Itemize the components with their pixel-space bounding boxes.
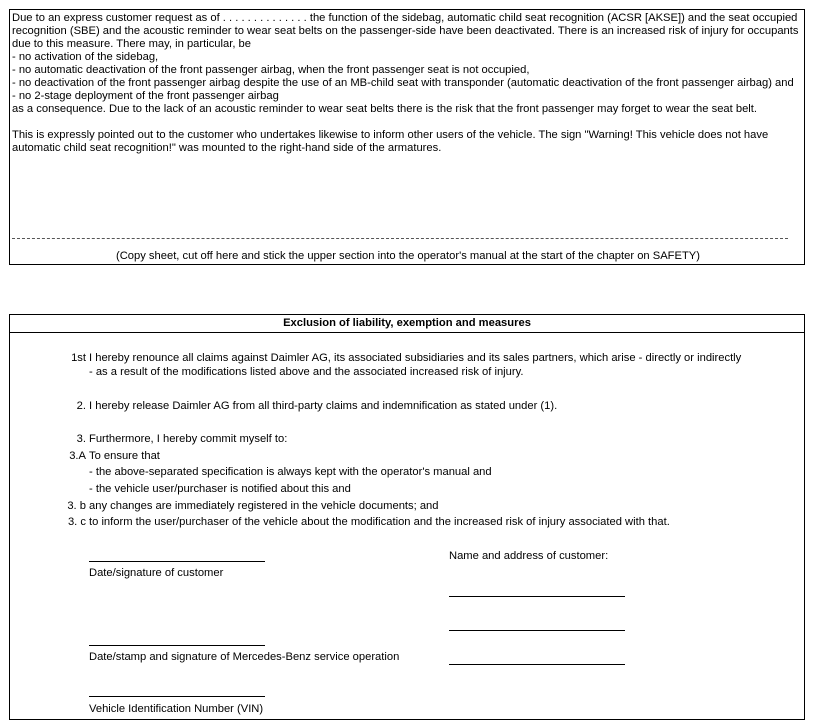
item-1-text: I hereby renounce all claims against Daimler AG, its associated subsidiaries and its sales partners, which arise - directly or indirectly xyxy=(89,352,742,364)
customer-address-line-1[interactable] xyxy=(449,596,625,597)
notice-item-two-stage: - no 2-stage deployment of the front passenger airbag xyxy=(12,90,279,102)
item-3a-number: 3.A xyxy=(69,450,86,462)
item-3c-number: 3. c xyxy=(67,516,86,528)
item-3-number: 3. xyxy=(76,433,86,445)
cut-line xyxy=(12,238,788,239)
item-3b-text: any changes are immediately registered in the vehicle documents; and xyxy=(89,500,439,512)
vin-line[interactable] xyxy=(89,696,265,697)
customer-address-line-2[interactable] xyxy=(449,630,625,631)
notice-item-sidebag: - no activation of the sidebag, xyxy=(12,51,159,63)
item-3a-text: To ensure that xyxy=(89,450,160,462)
item-3a-sub-2: - the vehicle user/purchaser is notified about this and xyxy=(89,483,351,495)
item-3-text: Furthermore, I hereby commit myself to: xyxy=(89,433,288,445)
customer-signature-label: Date/signature of customer xyxy=(89,567,224,579)
notice-box xyxy=(9,9,805,265)
item-2-number: 2. xyxy=(76,400,86,412)
vin-label: Vehicle Identification Number (VIN) xyxy=(89,703,264,715)
item-1-number: 1st xyxy=(71,352,86,364)
service-signature-line[interactable] xyxy=(89,645,265,646)
item-1-continuation: - as a result of the modifications listed above and the associated increased risk of injury. xyxy=(89,366,524,378)
exclusion-box xyxy=(9,314,805,720)
item-3a-sub-1: - the above-separated specification is always kept with the operator's manual and xyxy=(89,466,492,478)
service-signature-label: Date/stamp and signature of Mercedes-Benz service operation xyxy=(89,651,400,663)
notice-item-airbag-childseat: - no deactivation of the front passenger airbag despite the use of an MB-child seat with transponder (automatic deactivation of the front passenger airbag) and xyxy=(12,77,794,89)
notice-consequence: as a consequence. Due to the lack of an acoustic reminder to wear seat belts there is the risk that the front passenger may forget to wear the seat belt. xyxy=(12,103,757,115)
notice-intro: Due to an express customer request as of . . . . . . . . . . . . . . the function of the sidebag, automatic child seat recognition (ACSR [AKSE]) and the seat occupied recognition (SBE) and the acoustic reminder to wear seat belts on the passenger-side have been deactivated. There is an increased risk of injury for occupants due to this measure. There may, in particular, be xyxy=(12,12,799,50)
notice-item-airbag-occupied: - no automatic deactivation of the front passenger airbag, when the front passenger seat is not occupied, xyxy=(12,64,530,76)
copy-note: (Copy sheet, cut off here and stick the upper section into the operator's manual at the start of the chapter on SAFETY) xyxy=(115,250,700,262)
customer-signature-line[interactable] xyxy=(89,561,265,562)
customer-name-address-label: Name and address of customer: xyxy=(449,550,609,562)
customer-address-line-3[interactable] xyxy=(449,664,625,665)
exclusion-title: Exclusion of liability, exemption and measures xyxy=(10,315,804,333)
item-3c-text: to inform the user/purchaser of the vehicle about the modification and the increased risk of injury associated with that. xyxy=(89,516,670,528)
item-3b-number: 3. b xyxy=(67,500,86,512)
notice-paragraph-2: This is expressly pointed out to the customer who undertakes likewise to inform other users of the vehicle. The sign "Warning! This vehicle does not have automatic child seat recognition!" was mounted to the right-hand side of the armatures. xyxy=(12,129,769,154)
item-2-text: I hereby release Daimler AG from all third-party claims and indemnification as stated under (1). xyxy=(89,400,558,412)
notice-text xyxy=(12,12,812,155)
